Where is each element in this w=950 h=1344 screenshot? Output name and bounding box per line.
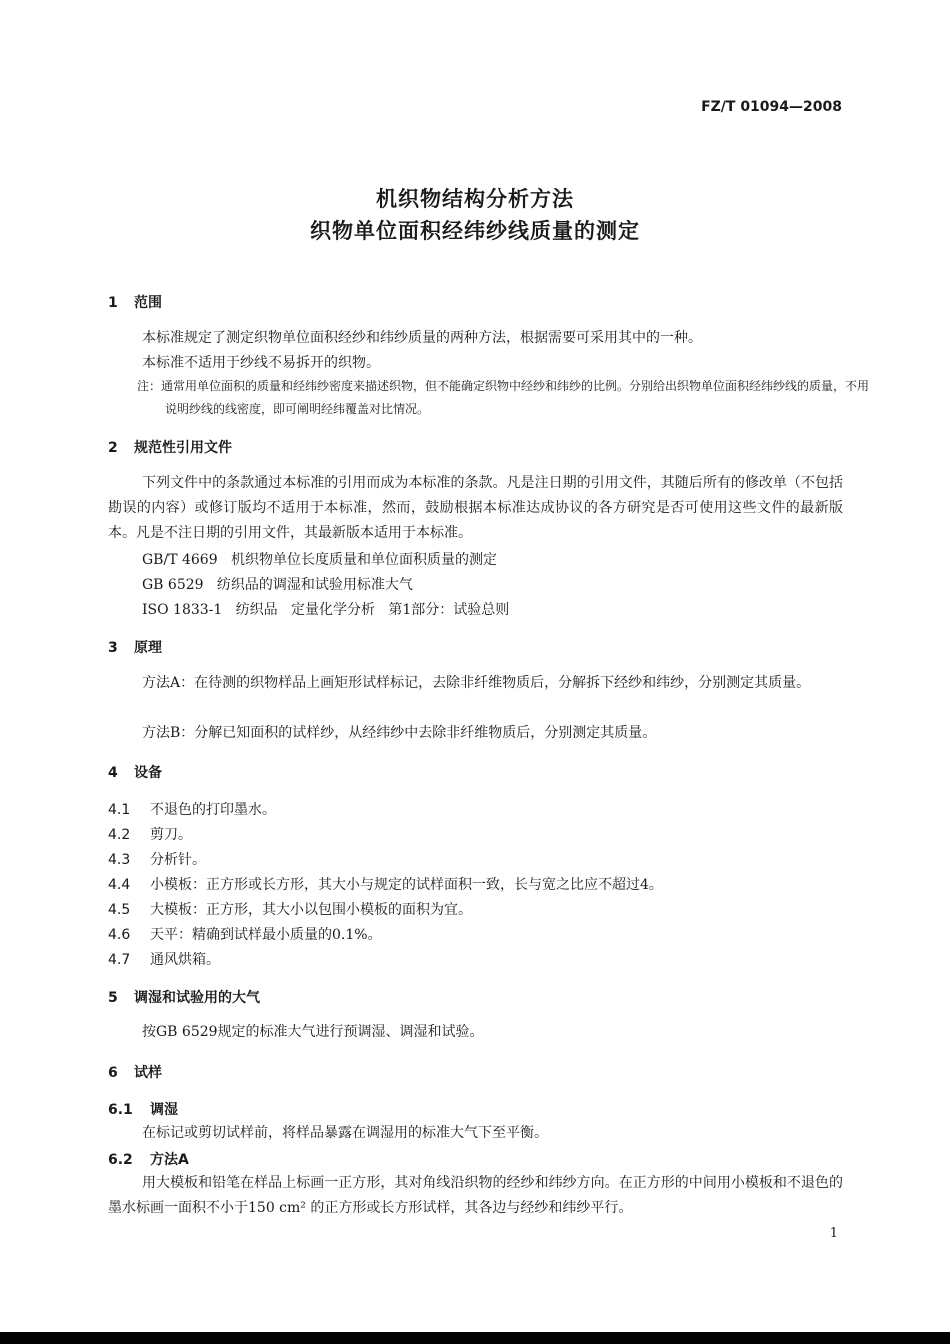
section-title: 范围 xyxy=(134,295,162,311)
section-number: 5 xyxy=(108,990,118,1006)
item-text: 分析针。 xyxy=(150,852,206,868)
section-5-heading xyxy=(108,987,260,1007)
section-title: 试样 xyxy=(134,1065,162,1081)
item-text: 不退色的打印墨水。 xyxy=(150,802,276,818)
bottom-border xyxy=(0,1332,950,1344)
subsection-number: 6.1 xyxy=(108,1102,133,1118)
item-number: 4.6 xyxy=(108,927,131,943)
document-title-line1: 机织物结构分析方法 xyxy=(376,187,574,211)
item-text: 小模板：正方形或长方形，其大小与规定的试样面积一致，长与宽之比应不超过4。 xyxy=(150,877,663,893)
subsection-6-1-paragraph: 在标记或剪切试样前，将样品暴露在调湿用的标准大气下至平衡。 xyxy=(142,1125,548,1141)
section-3-paragraph-1: 方法A：在待测的织物样品上画矩形试样标记，去除非纤维物质后，分解拆下经纱和纬纱，分别测定其质量。 xyxy=(142,675,811,691)
item-number: 4.7 xyxy=(108,952,131,968)
subsection-title: 方法A xyxy=(150,1152,189,1168)
section-title: 调湿和试验用的大气 xyxy=(134,990,260,1006)
section-1-paragraph-2: 本标准不适用于纱线不易拆开的织物。 xyxy=(142,355,380,371)
section-6-heading xyxy=(108,1062,162,1082)
item-text: 大模板：正方形，其大小以包围小模板的面积为宜。 xyxy=(150,902,472,918)
section-number: 2 xyxy=(108,440,118,456)
item-number: 4.4 xyxy=(108,877,131,893)
equipment-item xyxy=(108,824,192,844)
section-3-heading xyxy=(108,637,162,657)
reference-gb-6529: GB 6529 纺织品的调湿和试验用标准大气 xyxy=(142,577,413,593)
section-3-paragraph-2: 方法B：分解已知面积的试样纱，从经纬纱中去除非纤维物质后，分别测定其质量。 xyxy=(142,725,657,741)
subsection-6-2-paragraph: 用大模板和铅笔在样品上标画一正方形，其对角线沿织物的经纱和纬纱方向。在正方形的中间用小模板和不退色的墨水标画一面积不小于150 cm² 的正方形或长方形试样，其各边与经纱和纬纱平行。 xyxy=(108,1175,843,1216)
item-text: 通风烘箱。 xyxy=(150,952,220,968)
section-4-heading xyxy=(108,762,162,782)
item-number: 4.3 xyxy=(108,852,131,868)
page-number: 1 xyxy=(829,1226,838,1241)
subsection-number: 6.2 xyxy=(108,1152,133,1168)
subsection-6-1-heading xyxy=(108,1099,178,1119)
section-2-paragraph: 下列文件中的条款通过本标准的引用而成为本标准的条款。凡是注日期的引用文件，其随后所有的修改单（不包括勘误的内容）或修订版均不适用于本标准，然而，鼓励根据本标准达成协议的各方研究是否可使用这些文件的最新版本。凡是不注日期的引用文件，其最新版本适用于本标准。 xyxy=(108,475,843,541)
section-number: 6 xyxy=(108,1065,118,1081)
equipment-item xyxy=(108,899,472,919)
section-1-paragraph-1: 本标准规定了测定织物单位面积经纱和纬纱质量的两种方法，根据需要可采用其中的一种。 xyxy=(142,330,702,346)
section-1-note: 注：通常用单位面积的质量和经纬纱密度来描述织物，但不能确定织物中经纱和纬纱的比例。分别给出织物单位面积经纬纱线的质量，不用说明纱线的线密度，即可阐明经纬覆盖对比情况。 xyxy=(137,379,870,416)
section-title: 设备 xyxy=(134,765,162,781)
document-title-line2: 织物单位面积经纬纱线质量的测定 xyxy=(310,219,640,243)
section-number: 1 xyxy=(108,295,118,311)
section-5-paragraph: 按GB 6529规定的标准大气进行预调湿、调湿和试验。 xyxy=(142,1024,484,1040)
section-title: 原理 xyxy=(134,640,162,656)
equipment-item xyxy=(108,849,206,869)
reference-gb-t-4669: GB/T 4669 机织物单位长度质量和单位面积质量的测定 xyxy=(142,552,497,568)
item-text: 剪刀。 xyxy=(150,827,192,843)
section-title: 规范性引用文件 xyxy=(134,440,232,456)
section-1-heading xyxy=(108,292,162,312)
item-text: 天平：精确到试样最小质量的0.1%。 xyxy=(150,927,382,943)
subsection-6-2-heading xyxy=(108,1149,189,1169)
section-2-heading xyxy=(108,437,232,457)
equipment-item xyxy=(108,874,663,894)
equipment-item xyxy=(108,799,276,819)
item-number: 4.2 xyxy=(108,827,131,843)
equipment-item xyxy=(108,949,220,969)
standard-code: FZ/T 01094—2008 xyxy=(701,99,842,115)
equipment-item xyxy=(108,924,382,944)
section-number: 4 xyxy=(108,765,118,781)
subsection-title: 调湿 xyxy=(150,1102,178,1118)
reference-iso-1833-1: ISO 1833-1 纺织品 定量化学分析 第1部分：试验总则 xyxy=(142,602,510,618)
section-number: 3 xyxy=(108,640,118,656)
item-number: 4.1 xyxy=(108,802,131,818)
item-number: 4.5 xyxy=(108,902,131,918)
